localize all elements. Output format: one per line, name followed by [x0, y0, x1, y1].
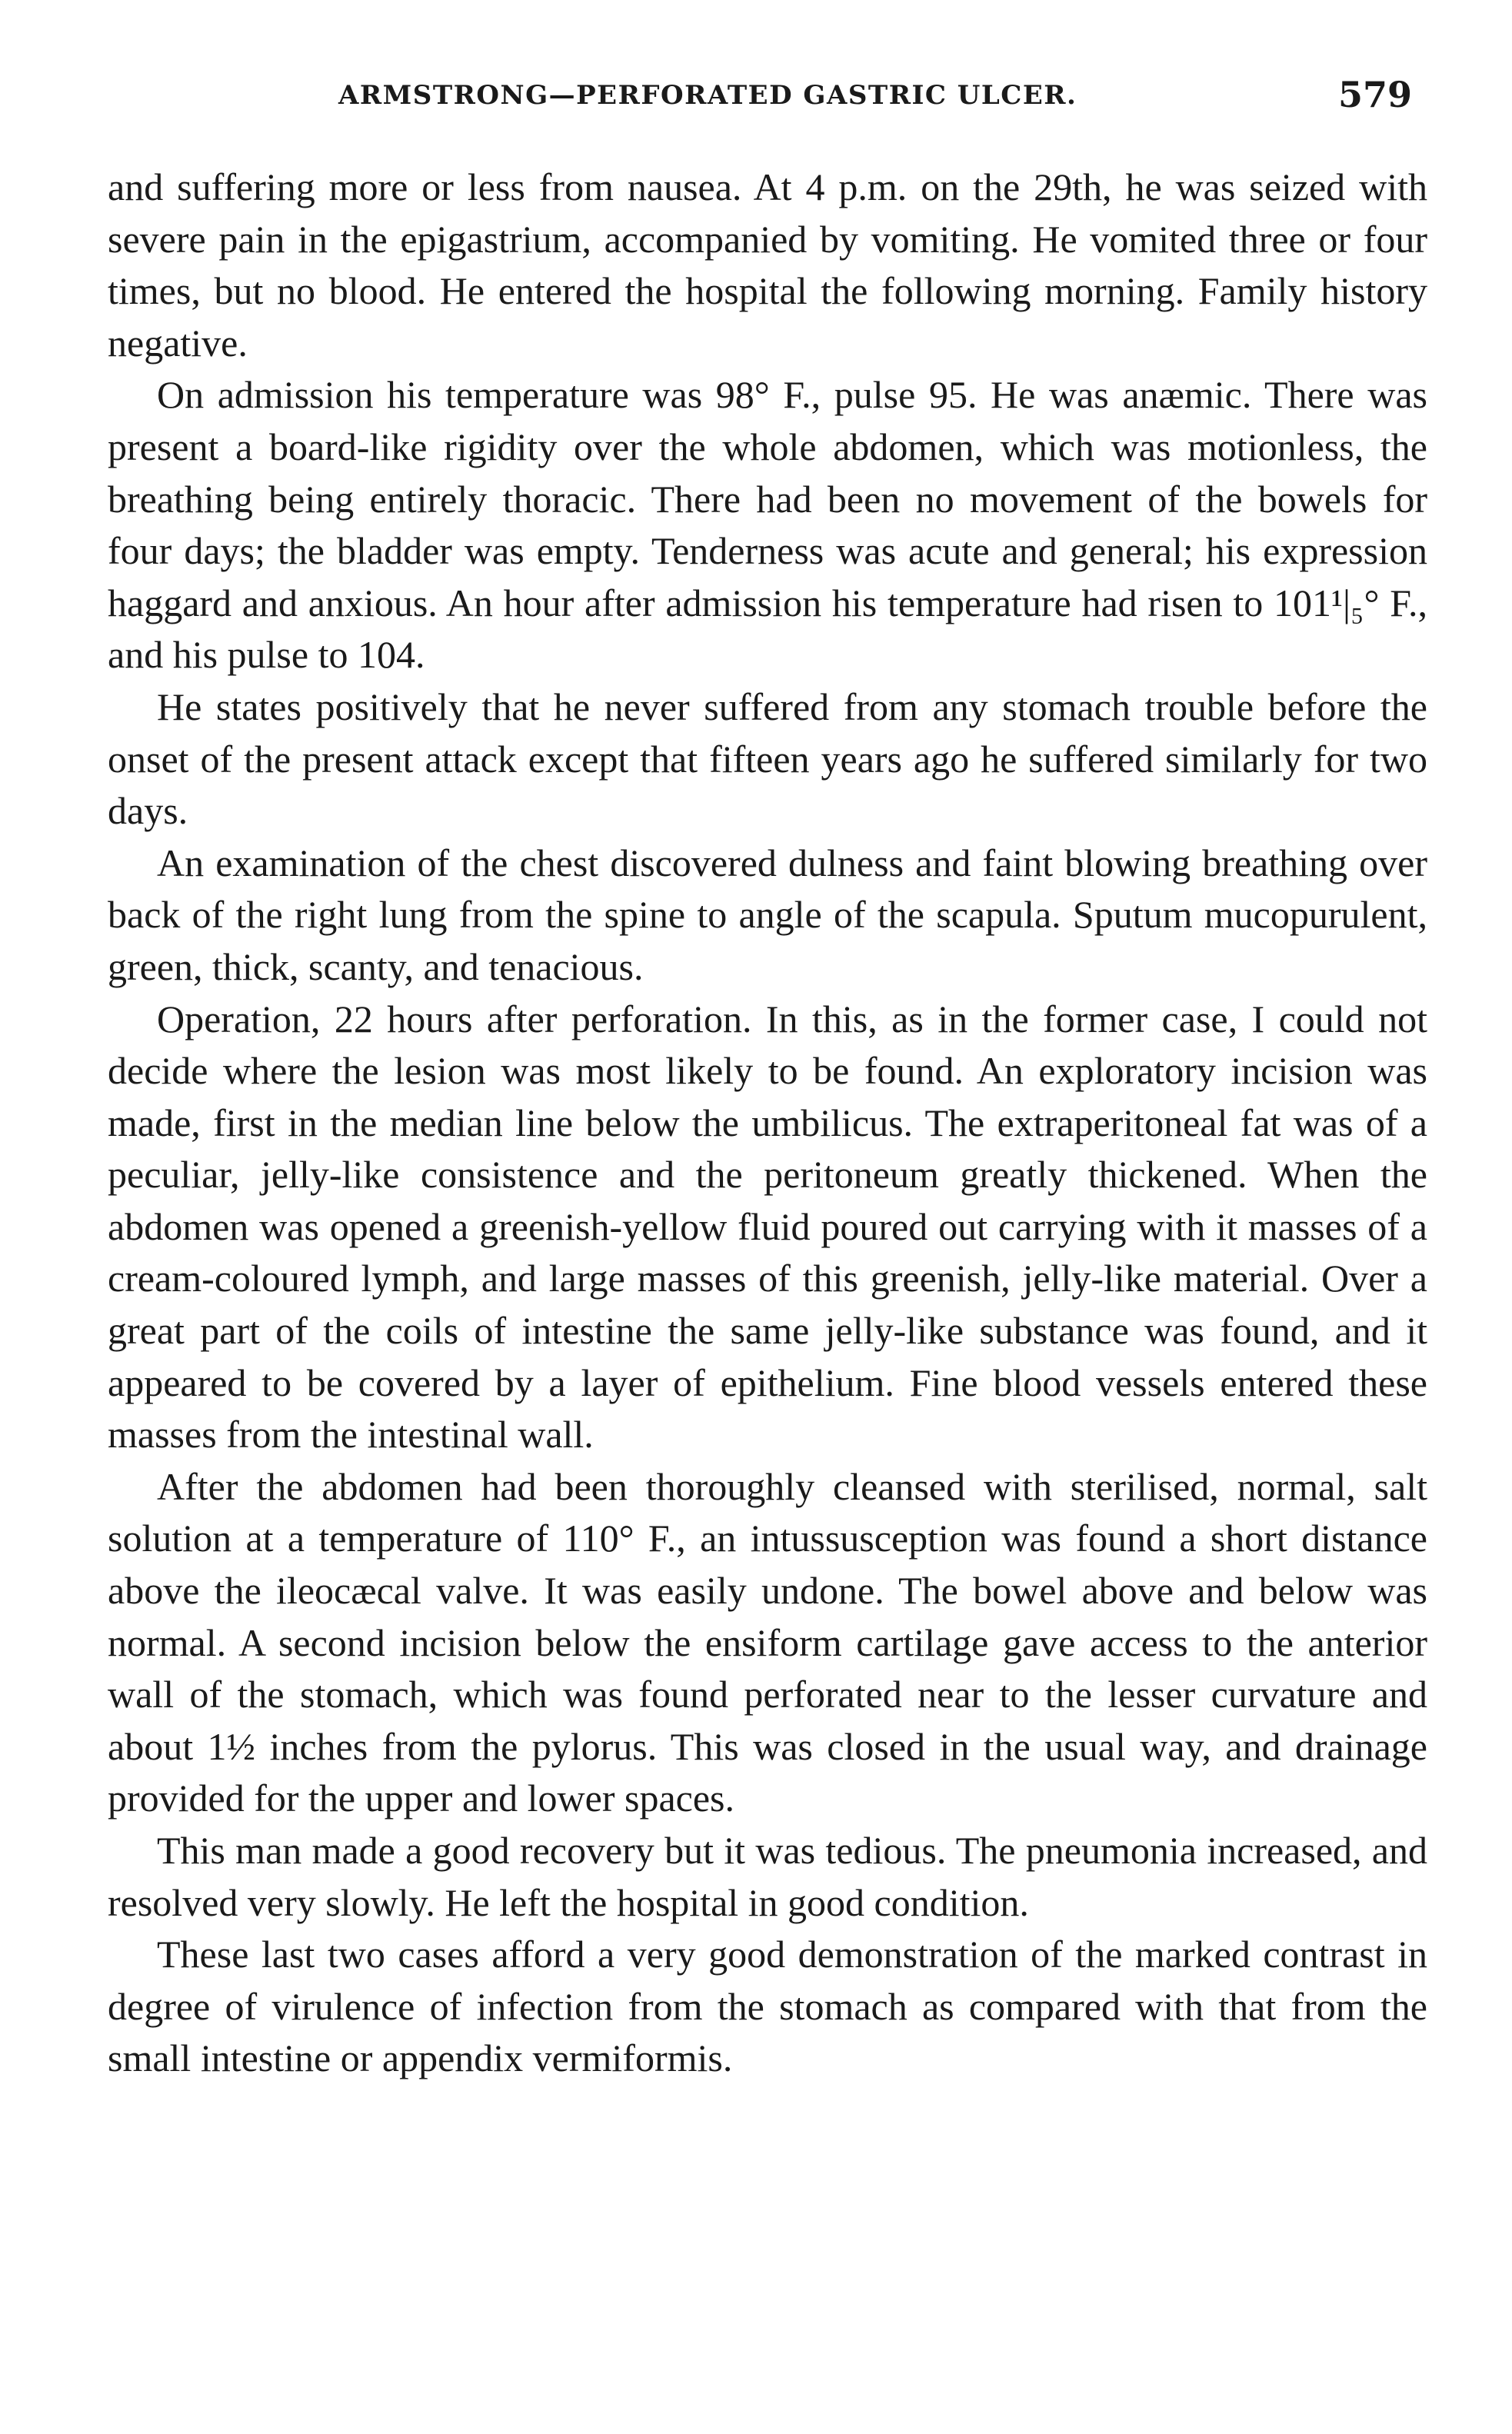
body-text	[108, 161, 1427, 2085]
running-head	[108, 74, 1435, 120]
paragraph-intussusception: After the abdomen had been thoroughly cleansed with sterilised, normal, salt solution at a temperature of 110° F., an intussusception was found a short distance above the ileocæcal valve. It was easily undone. The bowel above and below was normal. A second incision below the ensiform cartilage gave access to the anterior wall of the stomach, which was found perforated near to the lesser curvature and about 1½ inches from the pylorus. This was closed in the usual way, and drainage provided for the upper and lower spaces.	[108, 1464, 1427, 1820]
paragraph-continuation: and suffering more or less from nausea. At 4 p.m. on the 29th, he was seized with severe pain in the epigastrium, accompanied by vomiting. He vomited three or four times, but no blood. He entered the hospital the following morning. Family history negative.	[108, 165, 1427, 365]
running-title: ARMSTRONG—PERFORATED GASTRIC ULCER.	[338, 80, 1077, 111]
paragraph-admission: On admission his temperature was 98° F., pulse 95. He was anæmic. There was present a board-like rigidity over the whole abdomen, which was motionless, the breathing being entirely thoracic. There had been no movement of the bowels for four days; the bladder was empty. Tenderness was acute and general; his expression haggard and anxious. An hour after admission his temperature had risen to 101¹|₅° F., and his pulse to 104.	[108, 373, 1427, 677]
paragraph-operation: Operation, 22 hours after perforation. In this, as in the former case, I could not decide where the lesion was most likely to be found. An exploratory incision was made, first in the median line below the umbilicus. The extraperitoneal fat was of a peculiar, jelly-like consistence and the peritoneum greatly thickened. When the abdomen was opened a greenish-yellow fluid poured out carrying with it masses of a cream-coloured lymph, and large masses of this greenish, jelly-like material. Over a great part of the coils of intestine the same jelly-like substance was found, and it appeared to be covered by a layer of epithelium. Fine blood vessels entered these masses from the intestinal wall.	[108, 997, 1427, 1457]
paragraph-conclusion: These last two cases afford a very good demonstration of the marked contrast in degree of virulence of infection from the stomach as compared with that from the small intestine or appendix vermiformis.	[108, 1933, 1427, 2080]
page-number: 579	[1337, 74, 1412, 115]
paragraph-chest-exam: An examination of the chest discovered dulness and faint blowing breathing over back of the right lung from the spine to angle of the scapula. Sputum mucopurulent, green, thick, scanty, and tenacious.	[108, 841, 1427, 988]
paragraph-recovery: This man made a good recovery but it was tedious. The pneumonia increased, and resolved very slowly. He left the hospital in good condition.	[108, 1829, 1427, 1924]
paragraph-history: He states positively that he never suffered from any stomach trouble before the onset of the present attack except that fifteen years ago he suffered similarly for two days.	[108, 684, 1427, 833]
